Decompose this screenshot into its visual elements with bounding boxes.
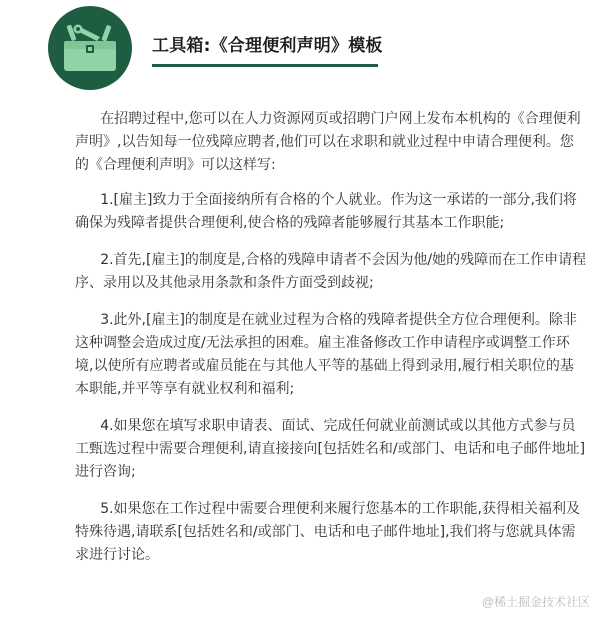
watermark: @稀土掘金技术社区 bbox=[481, 595, 590, 609]
list-item: 1.[雇主]致力于全面接纳所有合格的个人就业。作为这一承诺的一部分,我们将确保为残障者提供合理便利,使合格的残障者能够履行其基本工作职能; bbox=[75, 192, 577, 231]
document-body bbox=[75, 108, 587, 581]
title-underline bbox=[152, 64, 378, 67]
intro-paragraph: 在招聘过程中,您可以在人力资源网页或招聘门户网上发布本机构的《合理便利声明》,以告知每一位残障应聘者,他们可以在求职和就业过程中申请合理便利。您的《合理便利声明》可以这样写: bbox=[75, 111, 581, 173]
list-item: 5.如果您在工作过程中需要合理便利来履行您基本的工作职能,获得相关福利及特殊待遇,请联系[包括姓名和/或部门、电话和电子邮件地址],我们将与您就具体需求进行讨论。 bbox=[75, 501, 580, 563]
page-title: 工具箱:《合理便利声明》模板 bbox=[152, 36, 383, 56]
list-item: 4.如果您在填写求职申请表、面试、完成任何就业前测试或以其他方式参与员工甄选过程中需要合理便利,请直接接向[包括姓名和/或部门、电话和电子邮件地址]进行咨询; bbox=[75, 418, 586, 480]
header bbox=[48, 6, 383, 90]
title-block bbox=[152, 31, 383, 67]
list-item: 3.此外,[雇主]的制度是在就业过程为合格的残障者提供全方位合理便利。除非这种调整会造成过度/无法承担的困难。雇主准备修改工作申请程序或调整工作环境,以使所有应聘者或雇员能在与其他人平等的基础上得到录用,履行相关职位的基本职能,并平等享有就业权利和福利; bbox=[75, 312, 577, 397]
toolbox-icon bbox=[60, 21, 120, 75]
logo bbox=[48, 6, 132, 90]
list-item: 2.首先,[雇主]的制度是,合格的残障申请者不会因为他/她的残障而在工作申请程序、录用以及其他录用条款和条件方面受到歧视; bbox=[75, 252, 587, 291]
